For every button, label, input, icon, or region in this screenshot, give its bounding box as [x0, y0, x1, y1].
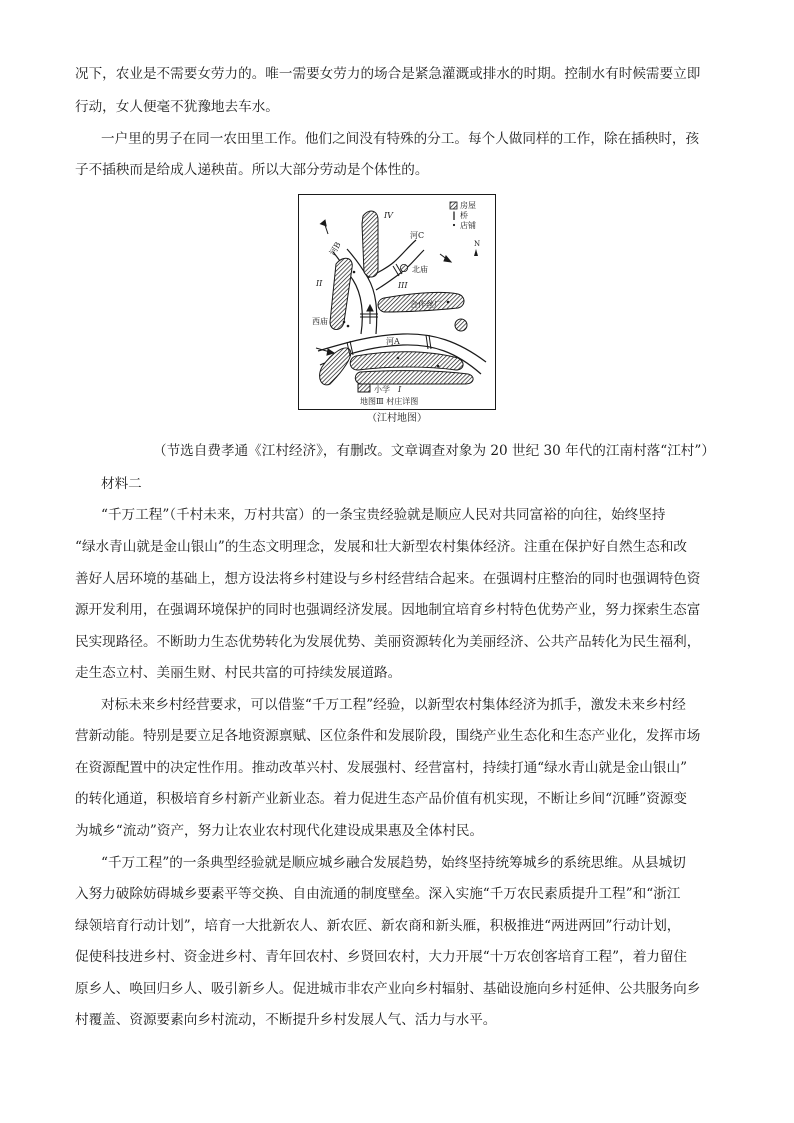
block-iv — [362, 211, 378, 277]
paragraph-line: 的转化通道，积极培育乡村新产业新业态。着力促进生态产品价值有机实现，不断让乡间“沉睡”资源变 — [75, 791, 688, 807]
label-section-1: I — [398, 385, 402, 394]
block-small — [455, 319, 467, 331]
label-school: 小学 — [374, 385, 390, 394]
label-silk-factory: 合作丝厂 — [410, 300, 442, 309]
paragraph-line: 为城乡“流动”资产，努力让农业农村现代化建设成果惠及全体村民。 — [75, 823, 484, 839]
paragraph-line: 民实现路径。不断助力生态优势转化为发展优势、美丽资源转化为美丽经济、公共产品转化为民生福利， — [75, 634, 701, 650]
paragraph-line: 行动，女人便毫不犹豫地去车水。 — [75, 99, 279, 115]
north-label: N — [474, 240, 481, 248]
source-note: （节选自费孝通《江村经济》，有删改。文章调查对象为 20 世纪 30 年代的江南村落“江村”） — [153, 443, 715, 459]
legend-shop: 店铺 — [460, 221, 476, 230]
paragraph-line: 营新动能。特别是要立足各地资源禀赋、区位条件和发展阶段，围绕产业生态化和生态产业化，发挥市场 — [75, 728, 701, 744]
north-temple-marker — [400, 264, 407, 271]
paragraph-line: 源开发利用，在强调环境保护的同时也强调经济发展。因地制宜培育乡村特色优势产业，努力探索生态富 — [75, 602, 701, 618]
legend-shop-dot — [453, 224, 455, 226]
label-river-a: 河A — [386, 337, 400, 346]
paragraph-line: 在资源配置中的决定性作用。推动改革兴村、发展强村、经营富村，持续打通“绿水青山就是金山银山” — [75, 760, 688, 776]
label-section-3: III — [398, 281, 408, 290]
house-legend-swatch — [450, 202, 457, 209]
village-map-figure — [298, 194, 496, 410]
label-river-c: 河C — [410, 231, 425, 240]
legend-bridge-symbol: ‖ — [452, 211, 456, 220]
paragraph-line: 走生态立村、美丽生财、村民共富的可持续发展道路。 — [75, 665, 402, 681]
paragraph-line: 善好人居环境的基础上，想方设法将乡村建设与乡村经营结合起来。在强调村庄整治的同时也强调特色资 — [75, 571, 701, 587]
legend-bridge: 桥 — [460, 211, 468, 220]
material-two-label: 材料二 — [101, 476, 142, 492]
paragraph-line: 一户里的男子在同一农田里工作。他们之间没有特殊的分工。每个人做同样的工作，除在插秧时，孩 — [101, 131, 700, 147]
label-river-b: 河B — [327, 240, 343, 257]
paragraph-line: 入努力破除妨碍城乡要素平等交换、自由流通的制度壁垒。深入实施“千万农民素质提升工程”和“浙江 — [75, 886, 681, 902]
map-caption: （江村地图） — [367, 413, 427, 424]
paragraph-line: 原乡人、唤回归乡人、吸引新乡人。促进城市非农产业向乡村辐射、基础设施向乡村延伸、公共服务向乡 — [75, 981, 701, 997]
label-section-4: IV — [384, 211, 393, 220]
paragraph-line: 子不插秧而是给成人递秧苗。所以大部分劳动是个体性的。 — [75, 162, 429, 178]
school-block — [358, 384, 370, 392]
paragraph-line: 绿领培育行动计划”，培育一大批新农人、新农匠、新农商和新头雁，积极推进“两进两回”行动计划， — [75, 918, 681, 934]
paragraph-line: “千万工程”（千村未来，万村共富）的一条宝贵经验就是顺应人民对共同富裕的向往，始终坚持 — [101, 507, 666, 523]
label-section-2: II — [316, 279, 323, 288]
map-title: 地图Ⅲ 村庄详图 — [360, 397, 419, 406]
paragraph-line: “千万工程”的一条典型经验就是顺应城乡融合发展趋势，始终坚持统筹城乡的系统思维。从县城切 — [101, 855, 686, 871]
paragraph-line: “绿水青山就是金山银山”的生态文明理念，发展和壮大新型农村集体经济。注重在保护好自然生态和改 — [75, 539, 688, 555]
village-map — [298, 194, 496, 410]
block-south-2 — [355, 371, 473, 384]
paragraph-line: 对标未来乡村经营要求，可以借鉴“千万工程”经验，以新型农村集体经济为抓手，激发未来乡村经 — [101, 697, 686, 713]
legend-house: 房屋 — [460, 201, 476, 210]
paragraph-line: 况下，农业是不需要女劳力的。唯一需要女劳力的场合是紧急灌溉或排水的时期。控制水有时候需要立即 — [75, 66, 701, 82]
label-west-temple: 西庙 — [312, 317, 328, 326]
label-north-temple: 北庙 — [412, 265, 428, 274]
paragraph-line: 促使科技进乡村、资金进乡村、青年回农村、乡贤回农村，大力开展“十万农创客培育工程”，着力留住 — [75, 949, 688, 965]
paragraph-line: 村覆盖、资源要素向乡村流动，不断提升乡村发展人气、活力与水平。 — [75, 1012, 497, 1028]
